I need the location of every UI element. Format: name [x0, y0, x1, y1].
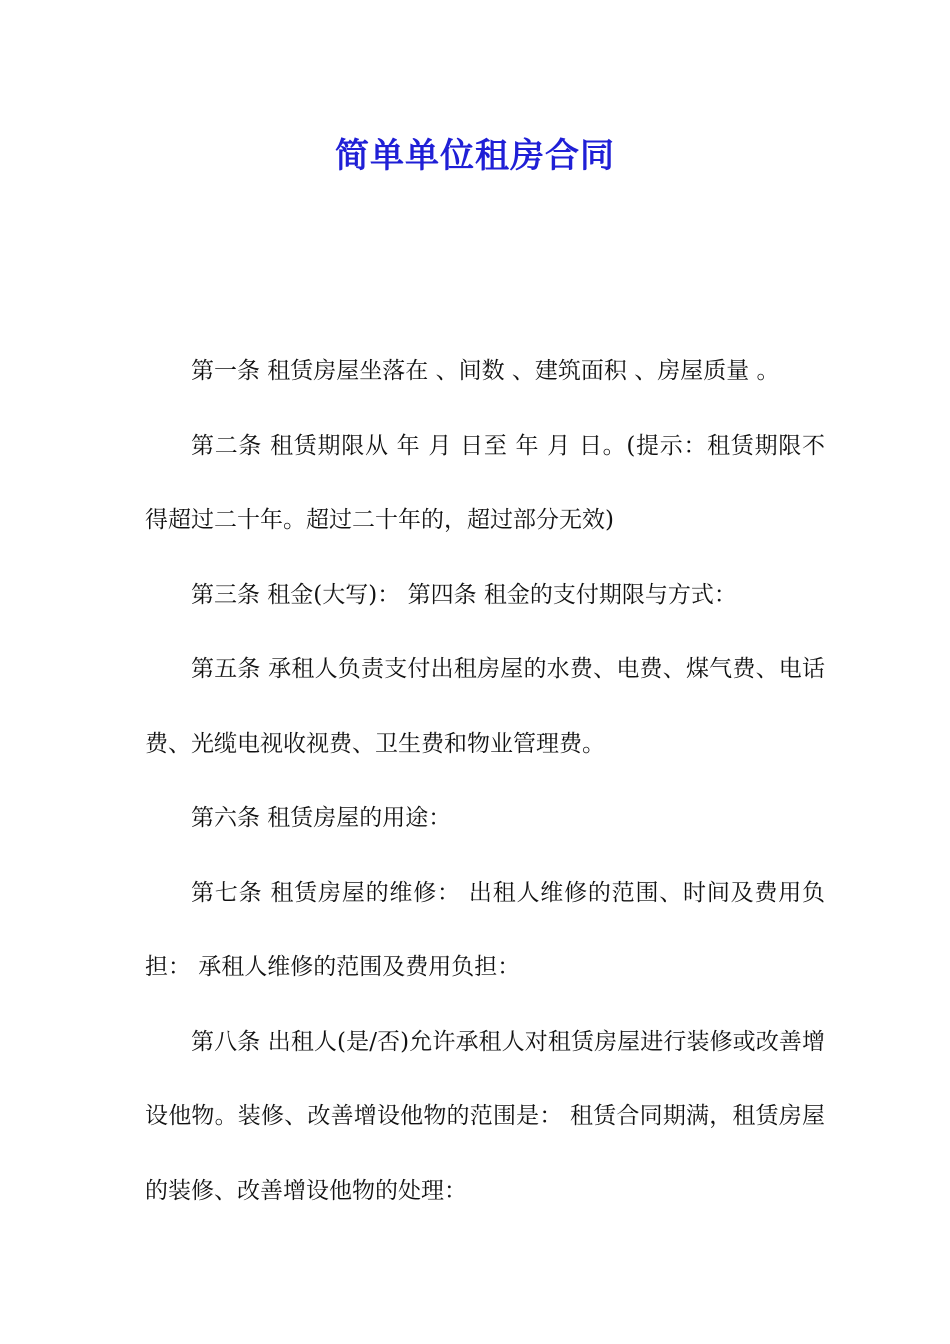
clause-8: 第八条 出租人(是/否)允许承租人对租赁房屋进行装修或改善增设他物。装修、改善增设他物的范围是： 租赁合同期满，租赁房屋的装修、改善增设他物的处理： [145, 1028, 825, 1204]
clause-7: 第七条 租赁房屋的维修： 出租人维修的范围、时间及费用负担： 承租人维修的范围及费用负担： [145, 879, 825, 980]
clause-1: 第一条 租赁房屋坐落在 、间数 、建筑面积 、房屋质量 。 [191, 358, 780, 384]
document-title: 简单单位租房合同 [335, 136, 615, 176]
contract-body [145, 334, 825, 1228]
clause-5: 第五条 承租人负责支付出租房屋的水费、电费、煤气费、电话费、光缆电视收视费、卫生费和物业管理费。 [145, 656, 825, 757]
clause-3-4: 第三条 租金(大写)： 第四条 租金的支付期限与方式： [191, 581, 737, 608]
clause-2: 第二条 租赁期限从 年 月 日至 年 月 日。(提示：租赁期限不得超过二十年。超过二十年的，超过部分无效) [145, 432, 825, 533]
clause-6: 第六条 租赁房屋的用途： [191, 805, 452, 831]
